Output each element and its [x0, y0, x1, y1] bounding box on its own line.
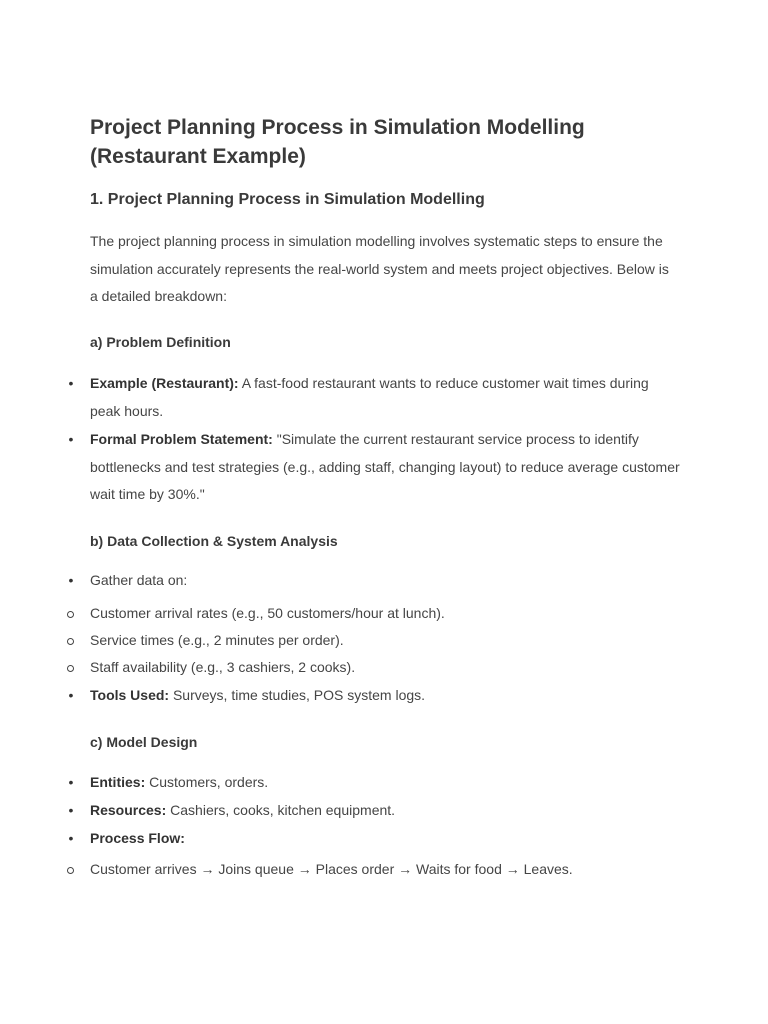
intro-paragraph: The project planning process in simulation modelling involves systematic steps to ensure the simulation accurately represents the real-world system and meets project objectives. Below is a detailed breakdown:: [90, 233, 669, 304]
resources-text: Cashiers, cooks, kitchen equipment.: [166, 802, 396, 818]
list-item-example: [68, 370, 680, 425]
data-collection-heading: b) Data Collection & System Analysis: [90, 533, 338, 549]
flow-text: Customer arrives → Joins queue → Places order → Waits for food → Leaves.: [90, 861, 573, 877]
model-design-heading: c) Model Design: [90, 734, 198, 750]
circle-bullet-icon: [67, 611, 74, 618]
bullet-icon: •: [68, 802, 74, 818]
page-title: Project Planning Process in Simulation Modelling (Restaurant Example): [90, 116, 585, 168]
bullet-icon: •: [68, 774, 74, 790]
statement-text: "Simulate the current restaurant service process to identify bottlenecks and test strategies (e.g., adding staff, changing layout) to reduce average customer wait time by 30%.": [90, 431, 680, 502]
entities-label: Entities:: [90, 774, 146, 790]
gather-text: Gather data on:: [90, 572, 188, 588]
list-item-entities: [68, 769, 680, 797]
tools-text: Surveys, time studies, POS system logs.: [169, 687, 426, 703]
sub-item-text: Customer arrival rates (e.g., 50 customers/hour at lunch).: [90, 605, 445, 621]
list-item-problem-statement: [68, 426, 680, 509]
list-item-gather: [68, 567, 680, 595]
circle-bullet-icon: [67, 638, 74, 645]
sub-item-text: Service times (e.g., 2 minutes per order).: [90, 632, 344, 648]
example-label: Example (Restaurant):: [90, 375, 239, 391]
bullet-icon: •: [68, 830, 74, 846]
process-flow-label: Process Flow:: [90, 830, 185, 846]
bullet-icon: •: [68, 431, 74, 447]
entities-text: Customers, orders.: [145, 774, 269, 790]
sub-item-service-times: [90, 627, 680, 655]
bullet-icon: •: [68, 687, 74, 703]
tools-label: Tools Used:: [90, 687, 170, 703]
bullet-icon: •: [68, 375, 74, 391]
bullet-icon: •: [68, 572, 74, 588]
problem-definition-heading: a) Problem Definition: [90, 334, 231, 350]
sub-item-process-flow: [90, 856, 680, 884]
example-text: A fast-food restaurant wants to reduce customer wait times during peak hours.: [90, 375, 649, 419]
circle-bullet-icon: [67, 867, 74, 874]
list-item-resources: [68, 797, 680, 825]
statement-label: Formal Problem Statement:: [90, 431, 273, 447]
sub-item-staff-availability: [90, 654, 680, 682]
section-1-heading: 1. Project Planning Process in Simulation Modelling: [90, 191, 485, 208]
list-item-process-flow: [68, 825, 680, 853]
sub-item-arrival-rates: [90, 600, 680, 628]
resources-label: Resources:: [90, 802, 167, 818]
sub-item-text: Staff availability (e.g., 3 cashiers, 2 cooks).: [90, 659, 356, 675]
circle-bullet-icon: [67, 665, 74, 672]
list-item-tools-used: [68, 682, 680, 710]
